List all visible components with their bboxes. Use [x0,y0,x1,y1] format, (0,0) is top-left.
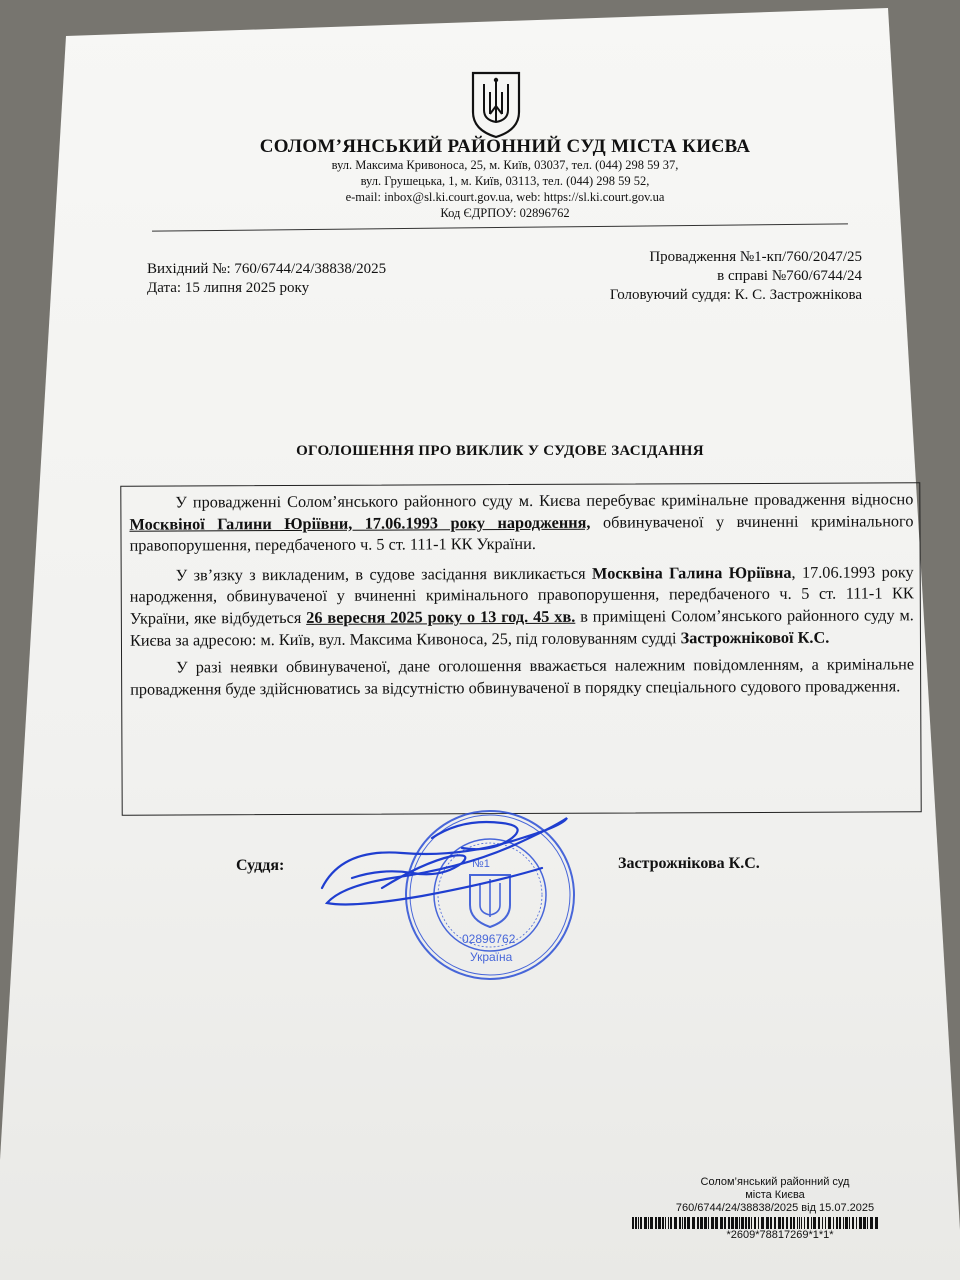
barcode-bar [807,1217,809,1229]
barcode-bar [797,1217,798,1229]
barcode-bar [708,1217,709,1229]
paragraph-1-text-c: обвинуваченої у вчиненні кримінального правопорушення, передбаченого ч. 5 ст. 111-1 КК України. [129,510,914,555]
barcode-bar [739,1217,740,1229]
case-number: в справі №760/6744/24 [717,268,862,284]
proceeding-number: Провадження №1-кп/760/2047/25 [649,249,862,265]
footer-city-line: міста Києва [745,1189,805,1201]
barcode-bar [731,1217,734,1229]
barcode [632,1217,882,1229]
barcode-bar [648,1217,649,1229]
barcode-bar [799,1217,800,1229]
barcode-bar [682,1217,683,1229]
barcode-bar [766,1217,769,1229]
barcode-bar [758,1217,759,1229]
barcode-bar [741,1217,744,1229]
barcode-bar [833,1217,834,1229]
barcode-bar [650,1217,653,1229]
footer-court-line: Солом’янський районний суд [700,1176,850,1188]
paragraph-1 [129,488,913,556]
paragraph-2-text-a: У зв’язку з викладеним, в судове засідання викликається [175,563,593,585]
barcode-bar [793,1217,795,1229]
defendant-name: Москвіна Галина Юріївна [591,562,792,583]
judge-label: Суддя: [236,857,285,874]
barcode-bar [644,1217,647,1229]
address-line: Код ЄДРПОУ: 02896762 [440,206,570,220]
paragraph-3-text: У разі неявки обвинуваченої, дане оголошення вважається належним повідомленням, а кримінальне провадження буде здійснюватись за відсутністю обвинуваченої в порядку спеціального судового провадження. [130,654,915,699]
barcode-bar [774,1217,776,1229]
barcode-bar [692,1217,695,1229]
barcode-bar [813,1217,816,1229]
barcode-bar [843,1217,844,1229]
address-line: вул. Грушецька, 1, м. Київ, 03113, тел. (044) 298 59 52, [360,174,650,188]
barcode-bar [828,1217,831,1229]
barcode-bar [804,1217,805,1229]
barcode-bar [811,1217,812,1229]
barcode-bar [715,1217,718,1229]
address-line: e-mail: inbox@sl.ki.court.gov.ua, web: https://sl.ki.court.gov.ua [345,190,665,204]
barcode-bar [700,1217,703,1229]
barcode-bar [818,1217,820,1229]
barcode-bar [786,1217,788,1229]
barcode-bar [632,1217,634,1229]
judge-signature-name: Застрожнікова К.С. [618,855,760,872]
barcode-bar [697,1217,699,1229]
coat-of-arms-icon [470,70,522,140]
barcode-bar [754,1217,756,1229]
paragraph-3 [130,653,914,700]
handwritten-signature [312,808,582,918]
svg-text:Україна: Україна [470,950,513,964]
barcode-bar [679,1217,681,1229]
barcode-bar [655,1217,657,1229]
barcode-bar [859,1217,862,1229]
barcode-bar [822,1217,823,1229]
svg-text:02896762: 02896762 [462,932,516,946]
barcode-bar [638,1217,639,1229]
barcode-bar [684,1217,686,1229]
paragraph-2 [130,561,914,651]
barcode-bar [778,1217,781,1229]
barcode-bar [870,1217,873,1229]
barcode-bar [761,1217,764,1229]
barcode-bar [748,1217,750,1229]
announcement-box [120,482,921,815]
svg-text:№1: №1 [472,858,490,870]
barcode-bar [852,1217,854,1229]
document-date: Дата: 15 липня 2025 року [147,280,310,296]
barcode-bar [704,1217,707,1229]
barcode-bar [863,1217,866,1229]
barcode-bar [845,1217,848,1229]
paragraph-2-text-c: , 17.06.1993 року народження, обвинуваченої у вчиненні кримінального правопорушення, передбаченого ч. 5 ст. 111-1 КК України, яке відбудеться [129,562,914,628]
court-name: СОЛОМ’ЯНСЬКИЙ РАЙОННИЙ СУД МІСТА КИЄВА [259,136,751,157]
barcode-bar [735,1217,738,1229]
defendant-name-underlined: Москвіної Галини Юріївни, 17.06.1993 року народження, [129,512,591,534]
barcode-bar [635,1217,637,1229]
barcode-bar [856,1217,857,1229]
registration-footer [660,1176,890,1215]
outgoing-number: Вихідний №: 760/6744/24/38838/2025 [147,261,387,277]
barcode-bar [875,1217,878,1229]
document-title: ОГОЛОШЕННЯ ПРО ВИКЛИК У СУДОВЕ ЗАСІДАННЯ [296,443,704,459]
paragraph-2-text-e: в приміщені Солом’янського районного суду м. Києва за адресою: м. Київ, вул. Максима Кивоноса, 25, під головуванням судді [129,605,914,650]
paragraph-1-text-a: У провадженні Солом’янського районного суду м. Києва перебуває кримінальне провадження відносно [175,489,914,512]
barcode-bar [782,1217,784,1229]
barcode-bar [849,1217,850,1229]
barcode-bar [658,1217,661,1229]
barcode-bar [720,1217,723,1229]
barcode-bar [836,1217,838,1229]
judge-name-inline: Застрожнікової К.С. [680,627,830,647]
barcode-bar [867,1217,868,1229]
footer-reg-number: 760/6744/24/38838/2025 від 15.07.2025 [675,1202,875,1214]
barcode-bar [670,1217,672,1229]
hearing-datetime: 26 вересня 2025 року о 13 год. 45 хв. [306,606,576,627]
barcode-bar [770,1217,772,1229]
barcode-bar [674,1217,677,1229]
barcode-bar [668,1217,669,1229]
barcode-bar [751,1217,752,1229]
barcode-bar [790,1217,792,1229]
barcode-bar [665,1217,666,1229]
barcode-bar [728,1217,730,1229]
barcode-bar [825,1217,826,1229]
barcode-bar [839,1217,841,1229]
barcode-bar [687,1217,690,1229]
barcode-caption: *2609*78817269*1*1* [726,1229,834,1241]
court-address [280,157,730,221]
presiding-judge: Головуючий суддя: К. С. Застрожнікова [609,287,862,303]
barcode-bar [711,1217,714,1229]
barcode-bar [640,1217,642,1229]
barcode-bar [662,1217,664,1229]
barcode-bar [724,1217,726,1229]
address-line: вул. Максима Кривоноса, 25, м. Київ, 03037, тел. (044) 298 59 37, [331,158,679,172]
barcode-bar [801,1217,802,1229]
case-meta [500,248,862,305]
barcode-bar [745,1217,747,1229]
outgoing-meta [147,260,467,298]
